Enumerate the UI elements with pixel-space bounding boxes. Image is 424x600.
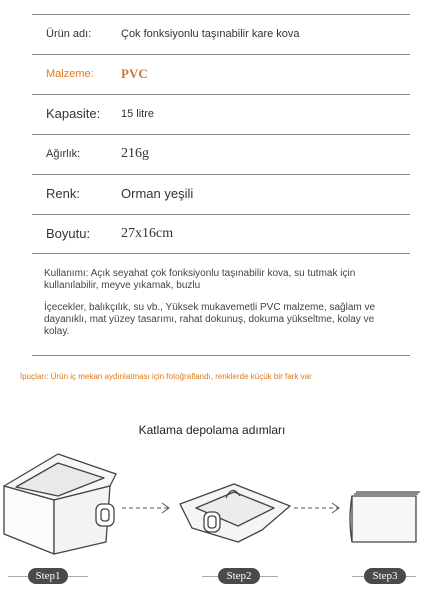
step-label: Step3	[364, 568, 406, 584]
tip-text: İpuçları: Ürün iç mekan aydınlatması için fotoğraflandı, renklerde küçük bir fark var	[20, 372, 312, 381]
spec-row-material	[32, 54, 410, 94]
spec-label: Malzeme:	[46, 68, 94, 80]
spec-label: Ağırlık:	[46, 148, 81, 160]
spec-label: Kapasite:	[46, 106, 101, 121]
step-label: Step2	[218, 568, 260, 584]
flat-folded-box-icon	[350, 492, 420, 542]
spec-label: Boyutu:	[46, 226, 91, 241]
spec-value: 27x16cm	[121, 226, 174, 241]
divider	[32, 355, 410, 356]
spec-row-capacity	[32, 94, 410, 134]
spec-label: Renk:	[46, 186, 80, 201]
half-folded-box-icon	[180, 484, 290, 542]
folding-steps-illustration	[0, 446, 424, 556]
features-text: İçecekler, balıkçılık, su vb., Yüksek mukavemetli PVC malzeme, sağlam ve dayanıklı, mat yüzey tasarımı, rahat dokunuş, dokuma yükseltme, kolay ve kolay.	[44, 302, 376, 337]
steps-title: Katlama depolama adımları	[138, 423, 286, 437]
spec-label: Ürün adı:	[46, 28, 92, 40]
spec-value: 15 litre	[121, 108, 155, 120]
arrow-right-icon	[122, 503, 169, 513]
spec-row-product-name	[32, 14, 410, 54]
open-box-icon	[4, 454, 116, 554]
spec-value: Çok fonksiyonlu taşınabilir kare kova	[121, 28, 300, 40]
spec-value: 216g	[121, 146, 149, 161]
spec-table	[32, 14, 410, 254]
arrow-right-icon	[294, 503, 339, 513]
spec-row-weight	[32, 134, 410, 174]
spec-row-size	[32, 214, 410, 254]
spec-row-color	[32, 174, 410, 214]
step-label: Step1	[28, 568, 68, 584]
spec-value: PVC	[121, 66, 148, 81]
usage-text: Kullanımı: Açık seyahat çok fonksiyonlu taşınabilir kova, su tutmak için kullanılabilir, meyve yıkamak, buzlu	[44, 268, 356, 291]
spec-value: Orman yeşili	[121, 186, 194, 201]
